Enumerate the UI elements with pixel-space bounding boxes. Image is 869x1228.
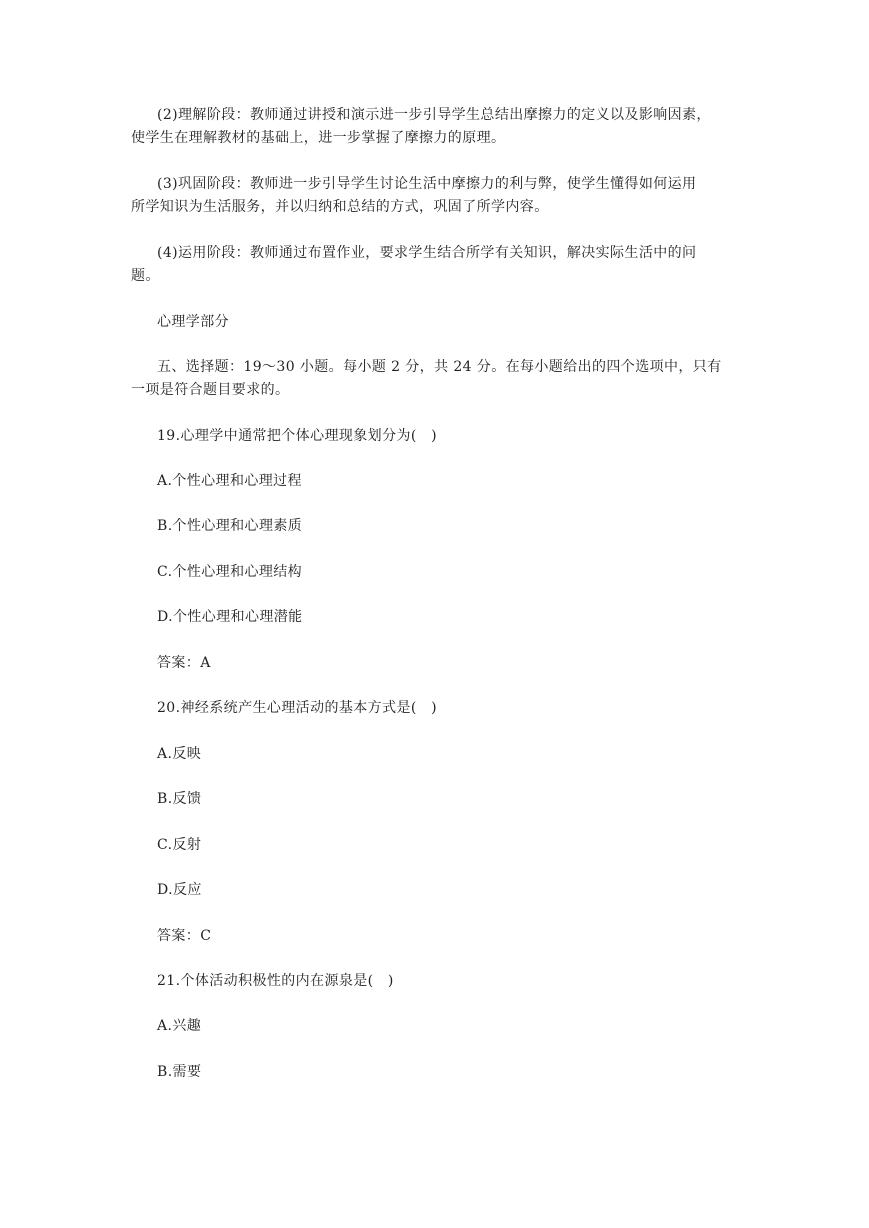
question-stem — [131, 697, 743, 720]
option-text: C.反射 — [157, 837, 202, 853]
question-option — [131, 879, 743, 902]
option-text: B.反馈 — [157, 791, 202, 807]
question-option — [131, 515, 743, 538]
question-option — [131, 743, 743, 766]
question-stem — [131, 425, 743, 448]
question-option — [131, 788, 743, 811]
paragraph-line: (3)巩固阶段：教师进一步引导学生讨论生活中摩擦力的利与弊，使学生懂得如何运用 — [157, 176, 697, 192]
question-stem — [131, 970, 743, 993]
section-title-text: 心理学部分 — [157, 314, 229, 330]
option-text: D.个性心理和心理潜能 — [157, 609, 303, 625]
option-text: D.反应 — [157, 882, 202, 898]
paragraph-line: 使学生在理解教材的基础上，进一步掌握了摩擦力的原理。 — [131, 130, 506, 146]
paragraph-understanding-stage — [131, 104, 743, 150]
option-text: B.个性心理和心理素质 — [157, 518, 303, 534]
option-text: A.兴趣 — [157, 1018, 202, 1034]
question-answer — [131, 652, 743, 675]
question-option — [131, 470, 743, 493]
paragraph-line: (2)理解阶段：教师通过讲授和演示进一步引导学生总结出摩擦力的定义以及影响因素， — [157, 107, 711, 123]
question-option — [131, 1061, 743, 1084]
question-instructions — [131, 356, 743, 402]
paragraph-line: (4)运用阶段：教师通过布置作业，要求学生结合所学有关知识，解决实际生活中的问 — [157, 245, 697, 261]
paragraph-line: 题。 — [131, 268, 160, 284]
paragraph-application-stage — [131, 242, 743, 288]
question-answer — [131, 925, 743, 948]
question-stem-text: 19.心理学中通常把个体心理现象划分为( ) — [157, 428, 437, 444]
question-stem-text: 20.神经系统产生心理活动的基本方式是( ) — [157, 700, 437, 716]
answer-text: 答案：C — [157, 928, 212, 944]
instructions-line: 一项是符合题目要求的。 — [131, 382, 290, 398]
question-stem-text: 21.个体活动积极性的内在源泉是( ) — [157, 973, 394, 989]
paragraph-line: 所学知识为生活服务，并以归纳和总结的方式，巩固了所学内容。 — [131, 199, 549, 215]
option-text: C.个性心理和心理结构 — [157, 564, 303, 580]
option-text: A.反映 — [157, 746, 202, 762]
question-option — [131, 606, 743, 629]
option-text: B.需要 — [157, 1064, 202, 1080]
question-option — [131, 561, 743, 584]
option-text: A.个性心理和心理过程 — [157, 473, 302, 489]
instructions-line: 五、选择题：19～30 小题。每小题 2 分，共 24 分。在每小题给出的四个选项中，只有 — [157, 359, 722, 375]
question-option — [131, 1015, 743, 1038]
question-option — [131, 834, 743, 857]
paragraph-consolidation-stage — [131, 173, 743, 219]
answer-text: 答案：A — [157, 655, 211, 671]
section-title — [131, 311, 743, 334]
